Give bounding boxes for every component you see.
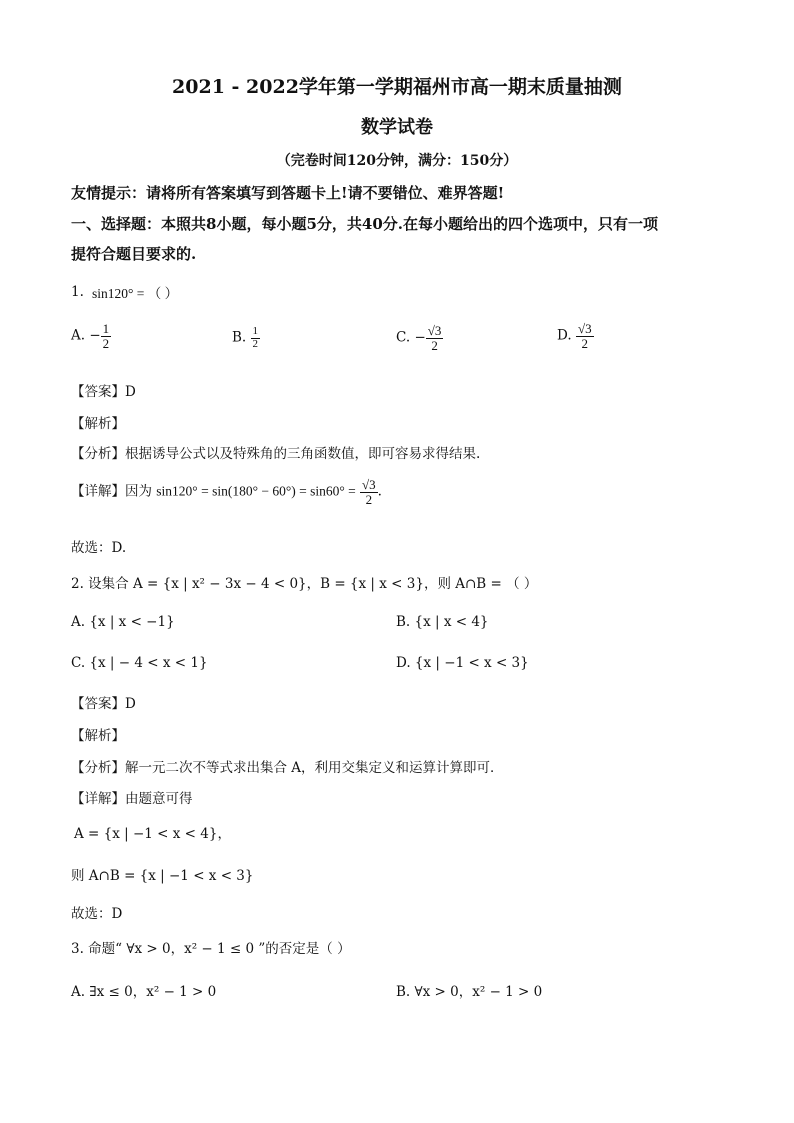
q2-detail: 【详解】由题意可得	[71, 791, 193, 807]
q2-option-d: D. {x | −1 < x < 3}	[396, 655, 529, 671]
q1-answer: 【答案】D	[71, 384, 136, 400]
q1-jiexi: 【解析】	[71, 416, 125, 432]
q1-conclusion: 故选：D.	[71, 540, 127, 556]
time-note: （完卷时间120分钟，满分：150分）	[276, 153, 518, 169]
q1-number: 1.	[71, 284, 84, 300]
section-heading: 一、选择题：本照共8小题，每小题5分，共40分.在每小题给出的四个选项中，只有一项	[71, 215, 658, 233]
q2-option-a: A. {x | x < −1}	[71, 614, 175, 630]
q3-option-a: A. ∃x ≤ 0，x² − 1 > 0	[71, 984, 217, 1000]
page-subtitle: 数学试卷	[361, 117, 433, 138]
q2-stem: 2. 设集合 A = {x | x² − 3x − 4 < 0}，B = {x | x < 3}，则 A∩B = （ ）	[71, 576, 538, 592]
q1-option-d: D. $\frac{√3}{2}$	[557, 321, 592, 351]
section-heading-cont: 提符合题目要求的.	[71, 245, 197, 263]
q2-conclusion: 故选：D	[71, 906, 123, 922]
page-title: 2021 - 2022学年第一学期福州市高一期末质量抽测	[172, 76, 622, 98]
q2-option-c: C. {x | − 4 < x < 1}	[71, 655, 208, 671]
q1-detail: 【详解】因为 sin120° = sin(180° − 60°) = sin60° = $\frac{√3}{2}$ .	[71, 477, 382, 507]
q1-option-c: C. − $\frac{√3}{2}$	[396, 323, 442, 353]
q2-jiexi: 【解析】	[71, 728, 125, 744]
q2-answer: 【答案】D	[71, 696, 136, 712]
q2-option-b: B. {x | x < 4}	[396, 614, 489, 630]
tip: 友情提示：请将所有答案填写到答题卡上!请不要错位、难界答题!	[71, 184, 505, 202]
q1-option-b: B. $\frac{1}{2}$	[232, 325, 259, 350]
q2-line1: A = {x | −1 < x < 4}，	[74, 826, 231, 842]
q3-stem: 3. 命题“ ∀x > 0，x² − 1 ≤ 0 ”的否定是（ ）	[71, 941, 351, 957]
q1-stem: sin120° = （ ）	[92, 286, 179, 301]
q2-line2: 则 A∩B = {x | −1 < x < 3}	[71, 868, 254, 884]
q1-analysis: 【分析】根据诱导公式以及特殊角的三角函数值，即可容易求得结果.	[71, 446, 481, 462]
q2-analysis: 【分析】解一元二次不等式求出集合 A，利用交集定义和运算计算即可．	[71, 760, 504, 776]
q3-option-b: B. ∀x > 0，x² − 1 > 0	[396, 984, 543, 1000]
q1-option-a: A. − $\frac{1}{2}$	[71, 321, 110, 351]
